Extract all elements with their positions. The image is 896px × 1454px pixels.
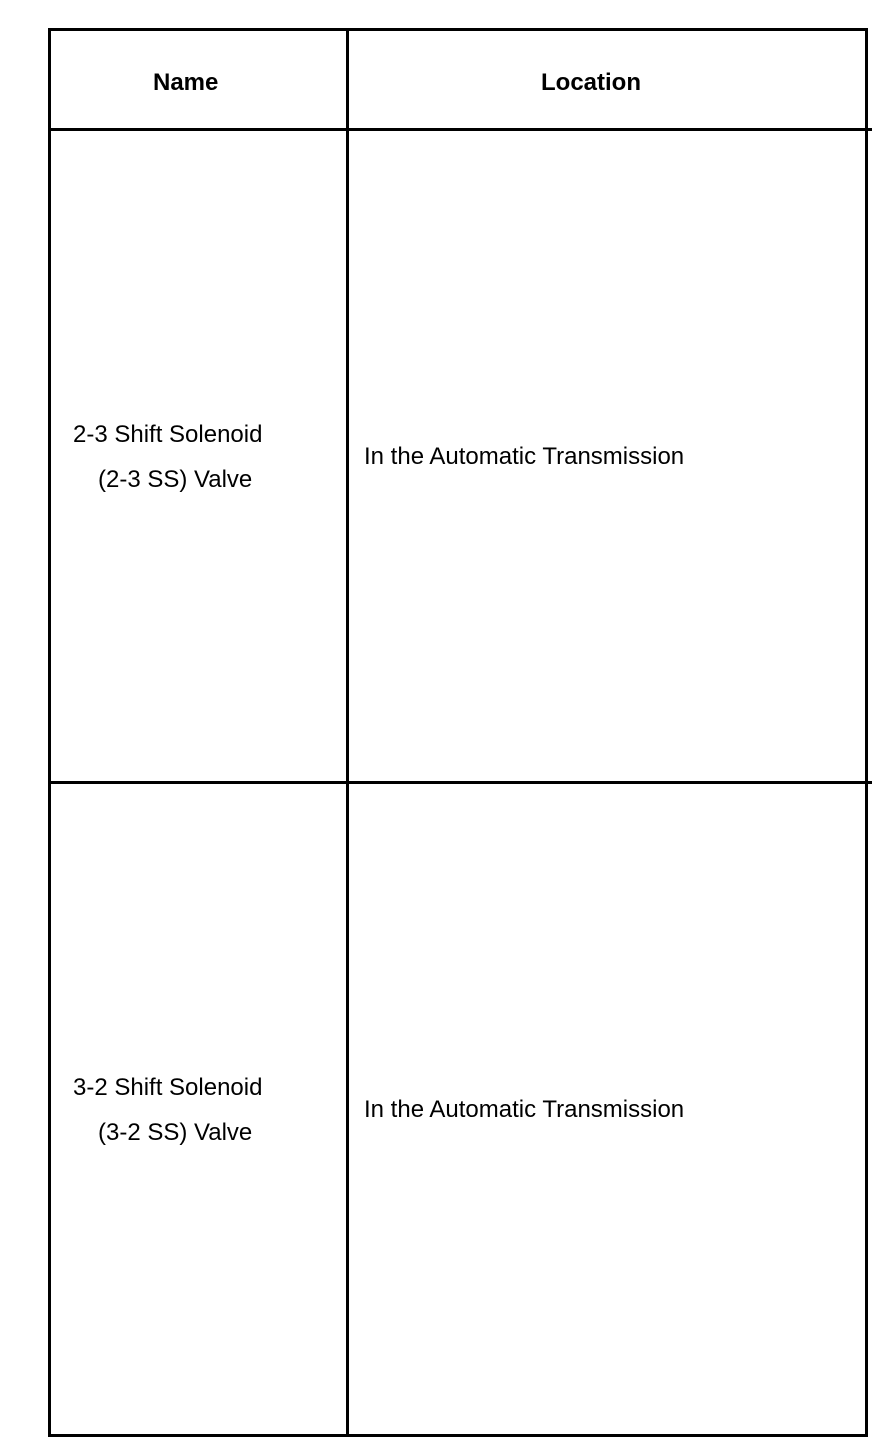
row-name-line2: (2-3 SS) Valve bbox=[98, 466, 253, 493]
header-bottom-border bbox=[48, 128, 872, 131]
table-left-border bbox=[48, 28, 51, 1437]
row-divider bbox=[48, 781, 872, 784]
table-bottom-border bbox=[48, 1434, 868, 1437]
table-right-border bbox=[865, 28, 868, 1437]
header-location: Location bbox=[541, 69, 641, 96]
table-top-border bbox=[48, 28, 868, 31]
column-divider bbox=[346, 28, 349, 1437]
row-location: In the Automatic Transmission bbox=[364, 443, 685, 470]
row-name-line1: 2-3 Shift Solenoid bbox=[73, 421, 263, 448]
row-name-line1: 3-2 Shift Solenoid bbox=[73, 1074, 263, 1101]
header-name: Name bbox=[153, 69, 219, 96]
row-name-line2: (3-2 SS) Valve bbox=[98, 1119, 253, 1146]
row-location: In the Automatic Transmission bbox=[364, 1096, 685, 1123]
